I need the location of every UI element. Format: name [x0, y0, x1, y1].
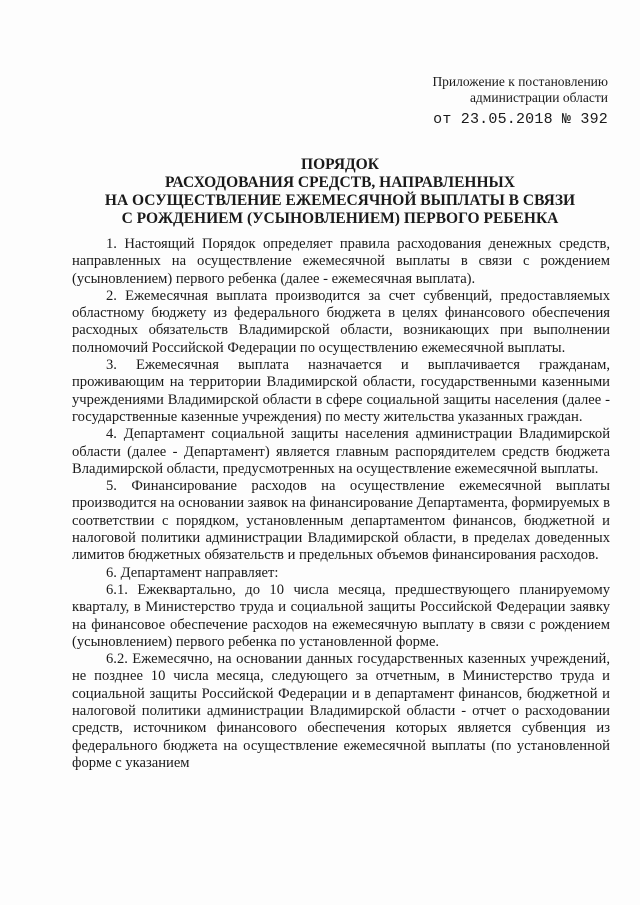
- paragraph-6-2: 6.2. Ежемесячно, на основании данных государственных казенных учреждений, не позднее 10 числа месяца, следующего за отчетным, в Министерство труда и социальной защиты Российской Федерации и в департамент финансов, бюджетной и налоговой политики администрации Владимирской области - отчет о расходовании средств, источником финансового обеспечения которых является субвенция из федерального бюджета на осуществление ежемесячной выплаты (по установленной форме с указанием: [72, 651, 610, 771]
- title-line-4: С РОЖДЕНИЕМ (УСЫНОВЛЕНИЕМ) ПЕРВОГО РЕБЕНКА: [121, 210, 559, 227]
- paragraph-2: 2. Ежемесячная выплата производится за счет субвенций, предоставляемых областному бюджету из федерального бюджета в целях финансового обеспечения расходных обязательств Владимирской области, возникающих при выполнении полномочий Российской Федерации по осуществлению ежемесячной выплаты.: [72, 287, 610, 356]
- paragraph-4: 4. Департамент социальной защиты населения администрации Владимирской области (далее - Департамент) является главным распорядителем средств бюджета Владимирской области, предусмотренных на осуществление ежемесячной выплаты.: [72, 426, 610, 477]
- paragraph-6-1: 6.1. Ежеквартально, до 10 числа месяца, предшествующего планируемому кварталу, в Министерство труда и социальной защиты Российской Федерации заявку на финансовое обеспечение расходов на ежемесячную выплату в связи с рождением (усыновлением) первого ребенка по установленной форме.: [72, 581, 610, 650]
- document-header: [368, 74, 608, 128]
- title-line-1: ПОРЯДОК: [301, 156, 379, 173]
- title-line-2: РАСХОДОВАНИЯ СРЕДСТВ, НАПРАВЛЕННЫХ: [165, 174, 515, 191]
- document-title: [70, 156, 610, 228]
- paragraph-1: 1. Настоящий Порядок определяет правила расходования денежных средств, направленных на осуществление ежемесячной выплаты в связи с рождением (усыновлением) первого ребенка (далее - ежемесячная выплата).: [72, 236, 610, 287]
- header-date-number: от 23.05.2018 № 392: [433, 111, 608, 128]
- header-authority-line: администрации области: [469, 90, 608, 105]
- paragraph-3: 3. Ежемесячная выплата назначается и выплачивается гражданам, проживающим на территории Владимирской области, государственными казенными учреждениями Владимирской области в сфере социальной защиты населения (далее - государственные казенные учреждения) по месту жительства указанных граждан.: [72, 357, 610, 425]
- document-body: [72, 236, 610, 772]
- title-line-3: НА ОСУЩЕСТВЛЕНИЕ ЕЖЕМЕСЯЧНОЙ ВЫПЛАТЫ В СВЯЗИ: [104, 192, 576, 209]
- paragraph-5: 5. Финансирование расходов на осуществление ежемесячной выплаты производится на основании заявок на финансирование Департамента, формируемых в соответствии с порядком, установленным департаментом финансов, бюджетной и налоговой политики администрации Владимирской области, в пределах доведенных лимитов бюджетных обязательств и предельных объемов финансирования расходов.: [72, 478, 610, 564]
- header-appendix-line: Приложение к постановлению: [432, 74, 608, 89]
- paragraph-6: 6. Департамент направляет:: [106, 564, 279, 581]
